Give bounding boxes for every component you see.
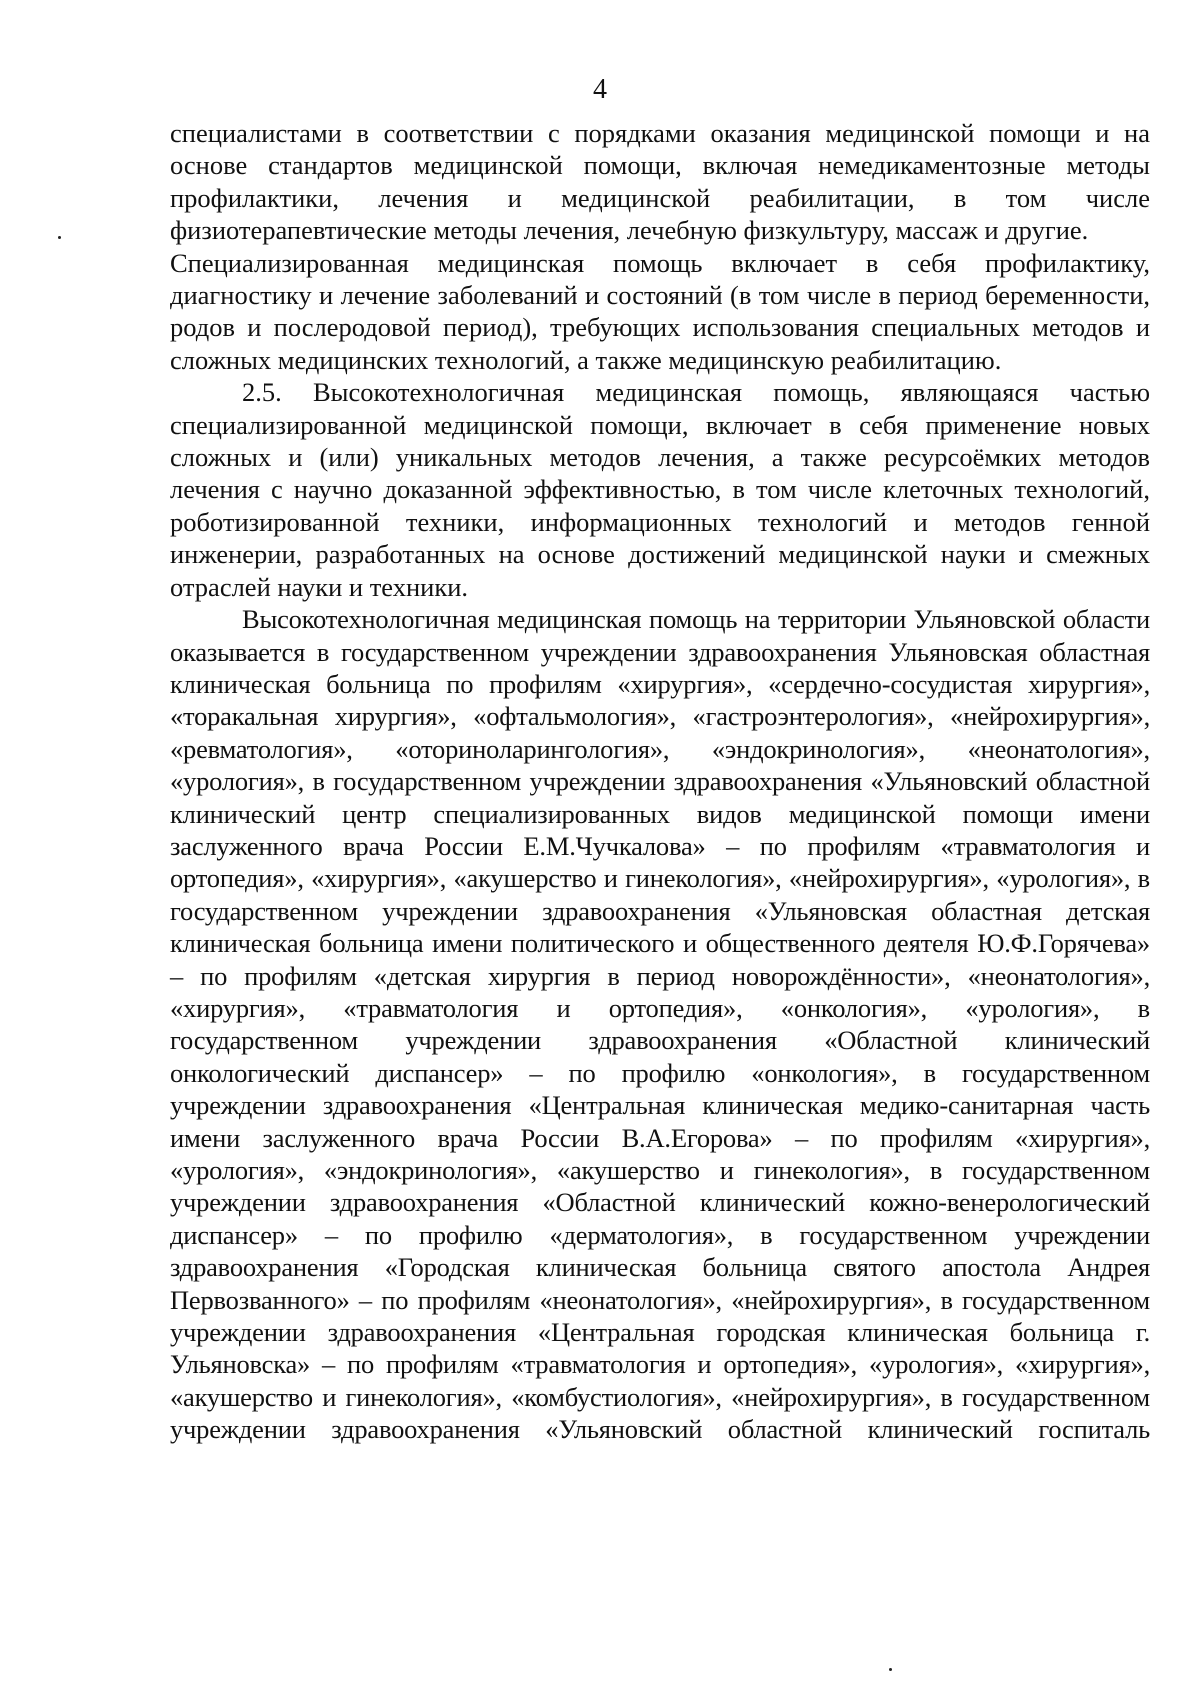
paragraph-high-tech-definition: 2.5. Высокотехнологичная медицинская помощь, являющаяся частью специализированной медицинской помощи, включает в себя применение новых сложных и (или) уникальных методов лечения, а также ресурсоёмких методов лечения с научно доказанной эффективностью, в том числе клеточных технологий, роботизированной техники, информационных технологий и методов генной инженерии, разработанных на основе достижений медицинской науки и смежных отраслей науки и техники. [170,377,1150,602]
scan-speck [58,236,61,239]
document-body [170,117,1150,1446]
scan-speck [889,1668,892,1671]
paragraph-continuation: специалистами в соответствии с порядками оказания медицинской помощи и на основе стандартов медицинской помощи, включая немедикаментозные методы профилактики, лечения и медицинской реабилитации, в том числе физиотерапевтические методы лечения, лечебную физкультуру, массаж и другие. [170,118,1150,246]
page-number: 4 [593,74,607,105]
paragraph-specialized-care: Специализированная медицинская помощь включает в себя профилактику, диагностику и лечение заболеваний и состояний (в том числе в период беременности, родов и послеродовой период), требующих использования специальных методов и сложных медицинских технологий, а также медицинскую реабилитацию. [170,247,1150,375]
paragraph-high-tech-institutions: Высокотехнологичная медицинская помощь на территории Ульяновской области оказывается в государственном учреждении здравоохранения Ульяновская областная клиническая больница по профилям «хирургия», «сердечно-сосудистая хирургия», «торакальная хирургия», «офтальмология», «гастроэнтерология», «нейрохирургия», «ревматология», «оториноларингология», «эндокринология», «неонатология», «урология», в государственном учреждении здравоохранения «Ульяновский областной клинический центр специализированных видов медицинской помощи имени заслуженного врача России Е.М.Чучкалова» – по профилям «травматология и ортопедия», «хирургия», «акушерство и гинекология», «нейрохирургия», «урология», в государственном учреждении здравоохранения «Ульяновская областная детская клиническая больница имени политического и общественного деятеля Ю.Ф.Горячева» – по профилям «детская хирургия в период новорождённости», «неонатология», «хирургия», «травматология и ортопедия», «онкология», «урология», в государственном учреждении здравоохранения «Областной клинический онкологический диспансер» – по профилю «онкология», в государственном учреждении здравоохранения «Центральная клиническая медико-санитарная часть имени заслуженного врача России В.А.Егорова» – по профилям «хирургия», «урология», «эндокринология», «акушерство и гинекология», в государственном учреждении здравоохранения «Областной клинический кожно-венерологический диспансер» – по профилю «дерматология», в государственном учреждении здравоохранения «Городская клиническая больница святого апостола Андрея Первозванного» – по профилям «неонатология», «нейрохирургия», в государственном учреждении здравоохранения «Центральная городская клиническая больница г. Ульяновска» – по профилям «травматология и ортопедия», «урология», «хирургия», «акушерство и гинекология», «комбустиология», «нейрохирургия», в государственном учреждении здравоохранения «Ульяновский областной клинический госпиталь [170,604,1150,1445]
